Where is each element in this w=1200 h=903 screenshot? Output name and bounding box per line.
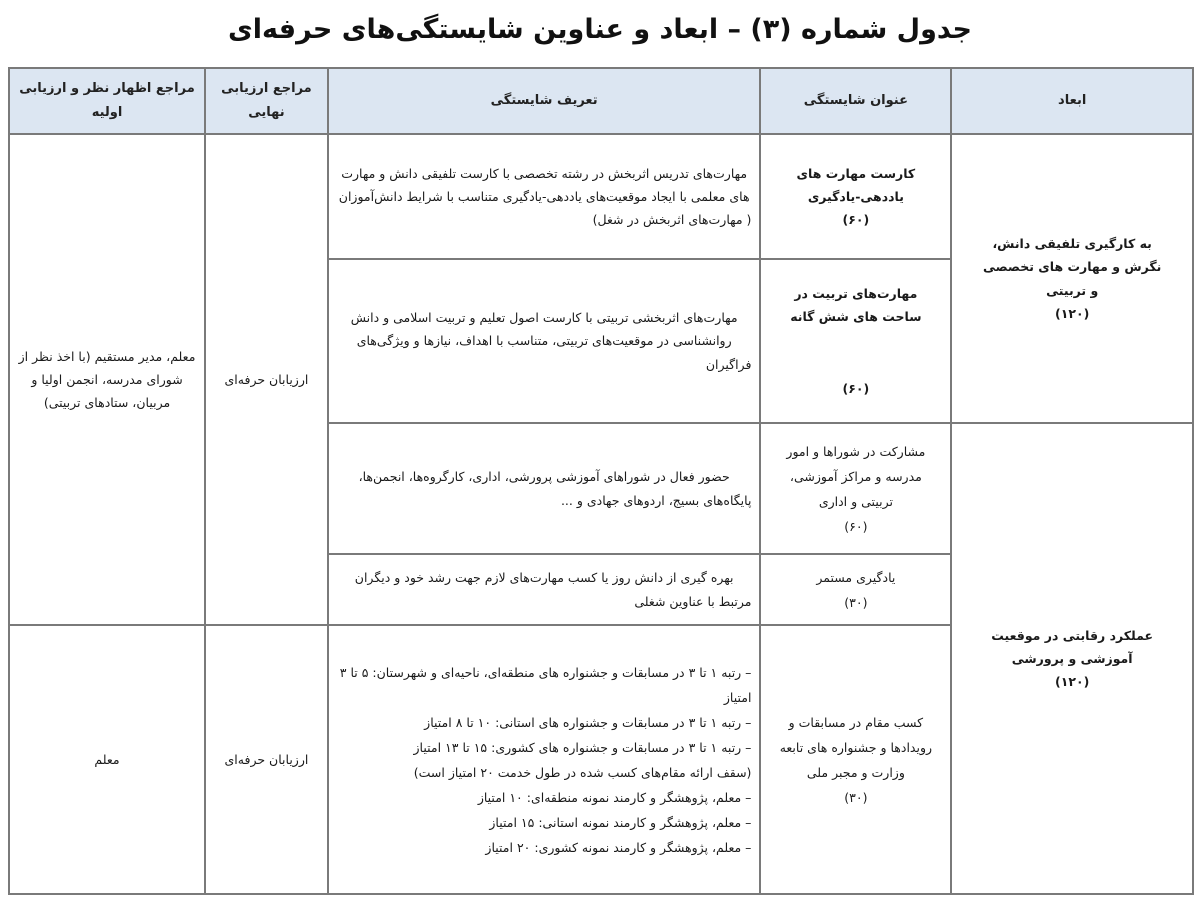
competency-title-cell: مهارت‌های تربیت در ساحت های شش گانه (۶۰): [760, 259, 951, 423]
final-evaluation-ref-cell: ارزیابان حرفه‌ای: [205, 625, 328, 894]
dimension-score: (۱۲۰): [1055, 674, 1090, 690]
competency-score: (۶۰): [842, 212, 870, 228]
final-evaluation-ref-cell: ارزیابان حرفه‌ای: [205, 134, 328, 625]
definition-line: – معلم، پژوهشگر و کارمند نمونه استانی: ۱۵ امتیاز: [489, 814, 752, 830]
competency-table: [8, 67, 1194, 895]
header-competency-title: عنوان شایستگی: [760, 68, 951, 134]
competency-definition-cell: مهارت‌های اثربخشی تربیتی با کارست اصول تعلیم و تربیت اسلامی و دانش روانشناسی در موقعیت‌های تربیتی، متناسب با اهداف، نیازها و ویژگی‌های فراگیران: [328, 259, 761, 423]
competency-title-cell: کارست مهارت های یاددهی-یادگیری (۶۰): [760, 134, 951, 259]
dimension-cell: عملکرد رقابتی در موقعیت آموزشی و پرورشی (۱۲۰): [951, 423, 1193, 894]
competency-definition-cell: مهارت‌های تدریس اثربخش در رشته تخصصی با کارست تلفیقی دانش و مهارت های معلمی با ایجاد موقعیت‌های یاددهی-یادگیری متناسب با شرایط دانش‌آموزان ( مهارت‌های اثربخش در شغل): [328, 134, 761, 259]
definition-line: – رتبه ۱ تا ۳ در مسابقات و جشنواره های کشوری: ۱۵ تا ۱۳ امتیاز: [413, 739, 752, 755]
initial-evaluation-ref-cell: معلم، مدیر مستقیم (با اخذ نظر از شورای مدرسه، انجمن اولیا و مربیان، ستادهای تربیتی): [9, 134, 205, 625]
dimension-score: (۱۲۰): [1055, 305, 1090, 321]
competency-score: (۶۰): [844, 518, 868, 534]
header-final-evaluation-refs: مراجع ارزیابی نهایی: [205, 68, 328, 134]
competency-score: (۳۰): [844, 594, 868, 610]
competency-score: (۳۰): [844, 789, 868, 805]
competency-score: (۶۰): [842, 380, 870, 396]
header-initial-evaluation-refs: مراجع اظهار نظر و ارزیابی اولیه: [9, 68, 205, 134]
definition-line: – معلم، پژوهشگر و کارمند نمونه منطقه‌ای: ۱۰ امتیاز: [477, 789, 752, 805]
definition-line: – معلم، پژوهشگر و کارمند نمونه کشوری: ۲۰ امتیاز: [485, 839, 752, 855]
initial-evaluation-ref-cell: معلم: [9, 625, 205, 894]
header-dimension: ابعاد: [951, 68, 1193, 134]
dimension-cell: به کارگیری تلفیقی دانش، نگرش و مهارت های تخصصی و تربیتی (۱۲۰): [951, 134, 1193, 423]
header-row: [9, 68, 1193, 134]
table-title: جدول شماره (۳) – ابعاد و عناوین شایستگی‌های حرفه‌ای: [228, 14, 972, 45]
competency-definition-cell: [328, 625, 761, 894]
definition-line: – رتبه ۱ تا ۳ در مسابقات و جشنواره های منطقه‌ای، ناحیه‌ای و شهرستان: ۵ تا ۳ امتیاز: [339, 664, 752, 705]
definition-line: (سقف ارائه مقام‌های کسب شده در طول خدمت ۲۰ امتیاز است): [413, 764, 752, 780]
competency-definition-cell: حضور فعال در شوراهای آموزشی پرورشی، اداری، کارگروه‌ها، انجمن‌ها، پایگاه‌های بسیج، اردوهای جهادی و ...: [328, 423, 761, 554]
competency-title-cell: کسب مقام در مسابقات و رویدادها و جشنواره های تابعه وزارت و مجبر ملی (۳۰): [760, 625, 951, 894]
header-competency-definition: تعریف شایستگی: [328, 68, 761, 134]
competency-title-cell: مشارکت در شوراها و امور مدرسه و مراکز آموزشی، تربیتی و اداری (۶۰): [760, 423, 951, 554]
definition-line: – رتبه ۱ تا ۳ در مسابقات و جشنواره های استانی: ۱۰ تا ۸ امتیاز: [424, 714, 752, 730]
table-row: [9, 134, 1193, 259]
competency-title-cell: یادگیری مستمر (۳۰): [760, 554, 951, 625]
competency-definition-cell: بهره گیری از دانش روز یا کسب مهارت‌های لازم جهت رشد خود و دیگران مرتبط با عناوین شغلی: [328, 554, 761, 625]
